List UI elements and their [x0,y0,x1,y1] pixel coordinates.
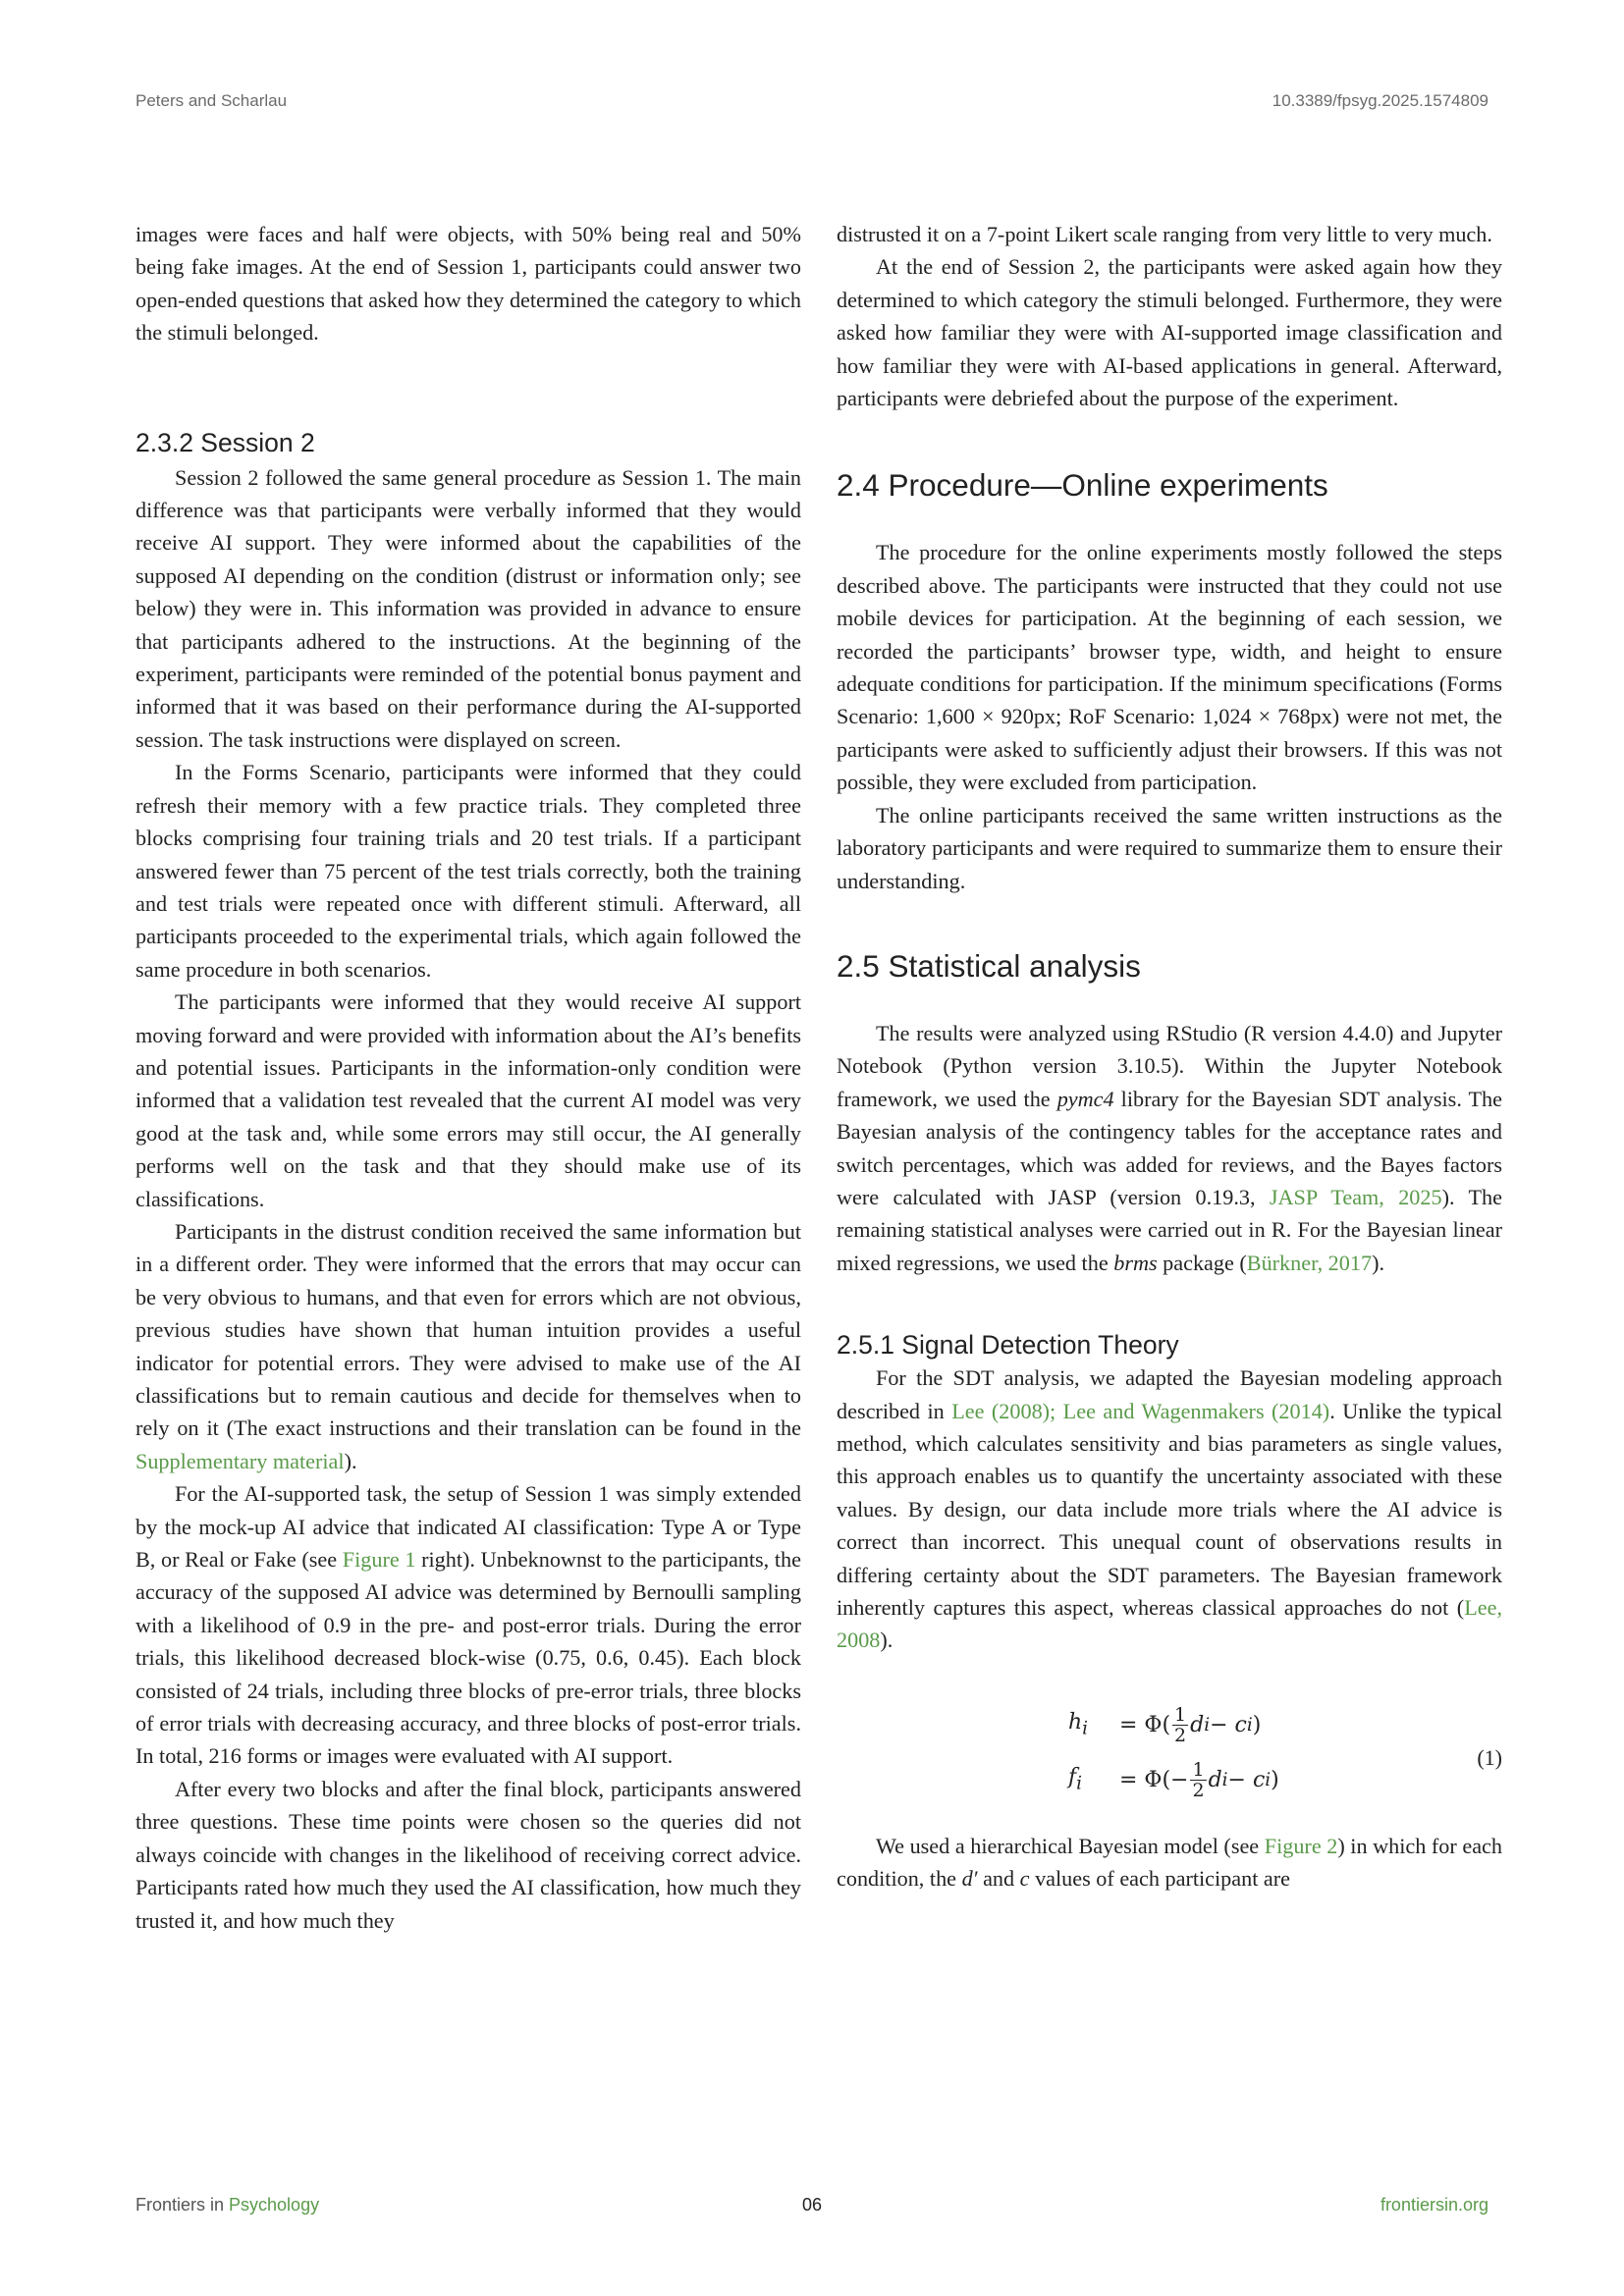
equation-1 [837,1698,1502,1816]
link-lee-2008[interactable]: Lee, 2008 [837,1595,1502,1653]
right-column [837,218,1502,1896]
text-run: ). The remaining statistical analyses were carried out in R. For the Bayesian linear mixed regressions, we used the [837,1184,1502,1275]
page-footer [135,2195,1489,2220]
paragraph-forms-scenario: In the Forms Scenario, participants were informed that they could refresh their memory with a few practice trials. They completed three blocks comprising four training trials and 20 test trials. If a participant answered fewer than 75 percent of the test trials correctly, both the training and test trials were repeated once with different stimuli. Afterward, all participants proceeded to the experimental trials, which again followed the same procedure in both scenarios. [135,760,801,982]
text-run: We used a hierarchical Bayesian model (see [876,1833,1265,1858]
footer-site-link[interactable]: frontiersin.org [1380,2195,1489,2215]
text-brms: brms [1113,1250,1158,1275]
text-run: ) in which for each condition, the [837,1833,1502,1892]
paragraph-ai-supported-task [135,1477,801,1773]
paragraph-session1-end: images were faces and half were objects, with 50% being real and 50% being fake images. At the end of Session 1, participants could answer two open-ended questions that asked how they determined the category to which the stimuli belonged. [135,222,801,346]
footer-journal-name[interactable]: Psychology [229,2195,320,2215]
eq-text: = Φ( [1119,1712,1171,1737]
paragraph-ai-support-info: The participants were informed that they would receive AI support moving forward and were provided with information about the AI’s benefits and potential issues. Participants in the information-only condition were informed that a validation test revealed that the current AI model was very good at the task and, while some errors may still occur, the AI generally performs well on the task and that they should make use of its classifications. [135,989,801,1211]
eq-text: ) [1271,1767,1279,1792]
text-run: package ( [1157,1250,1247,1275]
heading-2-4: 2.4 Procedure—Online experiments [837,467,1328,504]
equation-body [1068,1698,1279,1808]
footer-journal-prefix: Frontiers in [135,2195,230,2215]
text-run: Participants in the distrust condition received the same information but in a different order. They were informed that the errors that may occur can be very obvious to humans, and that even for errors which are not obvious, previous studies have shown that human intuition provides a useful indicator for potential errors. They were advised to make use of the AI classifications but to remain cautious and decide for themselves when to rely on it (The exact instructions and their translation can be found in the [135,1218,801,1441]
heading-2-5-1: 2.5.1 Signal Detection Theory [837,1330,1179,1361]
eq-text: = Φ(− [1119,1767,1189,1792]
paragraph-statistical-analysis [837,1017,1502,1279]
text-run: ). [1372,1250,1384,1275]
equation-false-alarm-rate [1068,1753,1279,1808]
header-doi: 10.3389/fpsyg.2025.1574809 [1272,91,1489,110]
paragraph-likert-continuation: distrusted it on a 7-point Likert scale ranging from very little to very much. [837,222,1492,246]
eq-var: d [1208,1767,1222,1792]
text-run: The results were analyzed using RStudio (R version 4.4.0) and Jupyter Notebook (Python version 3.10.5). Within the Jupyter Notebook framework, we used the [837,1020,1502,1111]
eq-text: − c [1210,1712,1247,1737]
eq-sub: i [1076,1773,1083,1793]
eq-frac-den: 2 [1192,1780,1205,1802]
eq-frac-den: 2 [1174,1725,1187,1747]
paragraph-session2-general: Session 2 followed the same general procedure as Session 1. The main difference was that participants were verbally informed that they would receive AI support. They were informed about the capabilities of the supposed AI depending on the condition (distrust or information only; see below) they were in. This information was provided in advance to ensure that participants adhered to the instructions. At the beginning of the experiment, participants were reminded of the potential bonus payment and informed that it was based on their performance during the AI-supported session. The task instructions were displayed on screen. [135,464,801,752]
eq-frac-num: 1 [1192,1759,1205,1782]
text-run: For the SDT analysis, we adapted the Bayesian modeling approach described in [837,1365,1502,1423]
text-run: right). Unbeknownst to the participants, the accuracy of the supposed AI advice was determined by Bernoulli sampling with a likelihood of 0.9 in the pre- and post-error trials. During the error trials, this likelihood decreased block-wise (0.75, 0.6, 0.45). Each block consisted of 24 trials, including three blocks of pre-error trials, three blocks of error trials with decreasing accuracy, and three blocks of post-error trials. In total, 216 forms or images were evaluated with AI support. [135,1547,801,1769]
paragraph-questions: After every two blocks and after the final block, participants answered three questions. These time points were chosen so the queries did not always coincide with changes in the likelihood of receiving correct advice. Participants rated how much they used the AI classification, how much they trusted it, and how much they [135,1776,801,1933]
left-column [135,218,801,1937]
text-run: ). [344,1448,357,1473]
eq-sub: i [1246,1714,1253,1735]
eq-text: − c [1227,1767,1266,1792]
link-lee-2008-lee-wagenmakers-2014[interactable]: Lee (2008); Lee and Wagenmakers (2014) [951,1398,1330,1423]
eq-lhs [1068,1765,1119,1796]
eq-sub: i [1221,1769,1228,1790]
running-head [135,91,1489,115]
text-run: and [977,1866,1020,1892]
eq-lhs [1068,1710,1119,1741]
eq-var: d [1190,1712,1205,1737]
heading-2-3-2: 2.3.2 Session 2 [135,427,315,457]
header-authors: Peters and Scharlau [135,91,288,110]
paragraph-distrust-condition [135,1215,801,1477]
text-pymc4: pymc4 [1056,1086,1114,1111]
paragraph-hierarchical-model [837,1830,1502,1896]
equation-number: (1) [1477,1744,1502,1770]
eq-sub: i [1082,1718,1089,1738]
eq-frac-num: 1 [1174,1704,1187,1727]
eq-var: h [1068,1709,1083,1735]
paragraph-online-instructions: The online participants received the same written instructions as the laboratory participants and were required to summarize them to ensure their understanding. [837,802,1502,893]
text-d-prime: d′ [961,1866,978,1892]
link-figure-1[interactable]: Figure 1 [342,1547,416,1573]
eq-var: f [1068,1764,1077,1789]
eq-text: ) [1252,1712,1262,1737]
paragraph-end-session2: At the end of Session 2, the participants were asked again how they determined to which category the stimuli belonged. Furthermore, they were asked how familiar they were with AI-supported image classification and how familiar they were with AI-based applications in general. Afterward, participants were debriefed about the purpose of the experiment. [837,254,1502,411]
eq-fraction [1190,1760,1206,1800]
link-jasp-team-2025[interactable]: JASP Team, 2025 [1269,1184,1442,1209]
paragraph-online-procedure: The procedure for the online experiments mostly followed the steps described above. The participants were instructed that they could not use mobile devices for participation. At the beginning of each session, we recorded the participants’ browser type, width, and height to ensure adequate conditions for participation. If the minimum specifications (Forms Scenario: 1,600 × 920px; RoF Scenario: 1,024 × 768px) were not met, the participants were asked to sufficiently adjust their browsers. If this was not possible, they were excluded from participation. [837,540,1502,795]
eq-fraction [1172,1705,1188,1745]
link-burkner-2017[interactable]: Bürkner, 2017 [1246,1250,1373,1275]
text-c-var: c [1019,1866,1030,1892]
text-run: ). [880,1628,893,1653]
text-run: values of each participant are [1029,1866,1291,1892]
text-run: library for the Bayesian SDT analysis. The Bayesian analysis of the contingency tables for the acceptance rates and switch percentages, which was added for reviews, and the Bayes factors were calculated with JASP (version 0.19.3, [837,1086,1502,1209]
eq-sub: i [1265,1769,1272,1790]
paragraph-sdt [837,1362,1502,1657]
heading-2-5: 2.5 Statistical analysis [837,947,1141,984]
equation-hit-rate [1068,1698,1279,1753]
link-supplementary-material[interactable]: Supplementary material [135,1448,345,1473]
text-run: For the AI-supported task, the setup of Session 1 was simply extended by the mock-up AI advice that indicated AI classification: Type A or Type B, or Real or Fake (see [135,1481,801,1573]
link-figure-2[interactable]: Figure 2 [1264,1833,1338,1858]
footer-page-number: 06 [801,2195,823,2215]
text-run: . Unlike the typical method, which calculates sensitivity and bias parameters as single values, this approach enables us to quantify the uncertainty associated with these values. By design, our data include more trials where the AI advice is correct than incorrect. This unequal count of observations results in differing certainty about the SDT parameters. The Bayesian framework inherently captures this aspect, whereas classical approaches do not ( [837,1398,1502,1620]
eq-sub: i [1204,1714,1211,1735]
